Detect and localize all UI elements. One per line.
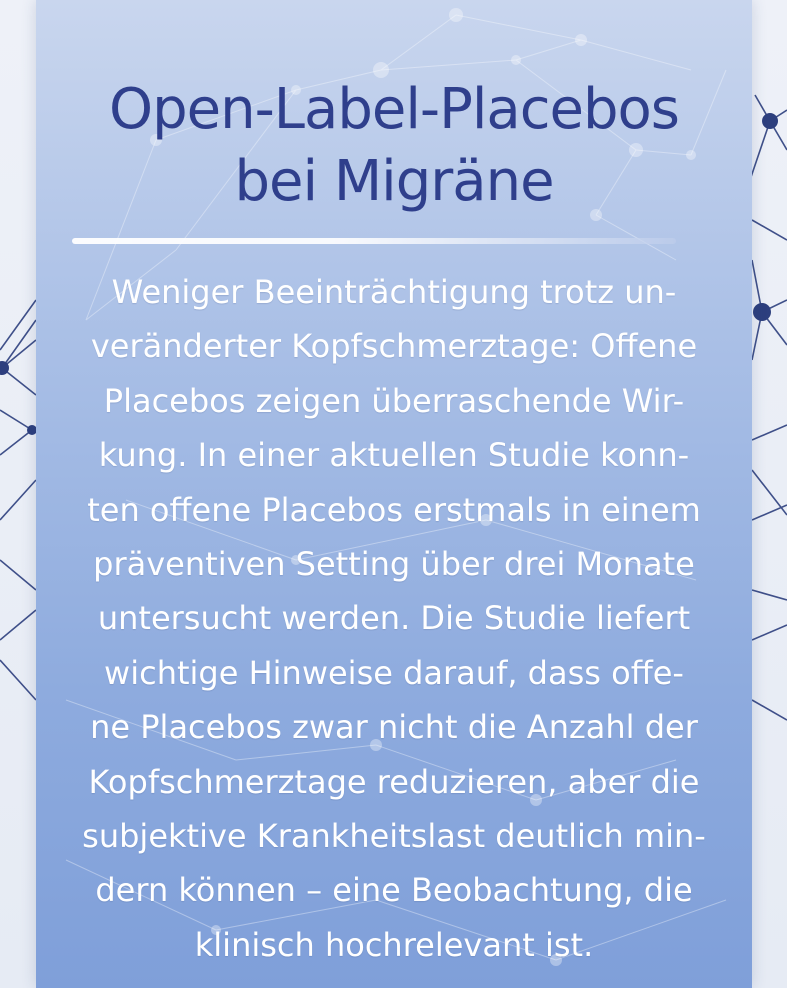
body-line: Placebos zeigen überraschende Wir-: [103, 381, 685, 420]
body-line: kung. In einer aktuellen Studie konn-: [98, 436, 690, 475]
body-line: Kopfschmerztage reduzieren, aber die: [88, 762, 700, 801]
body-line: präventiven Setting über drei Monate: [93, 545, 695, 584]
page-title: [36, 74, 752, 218]
body-line: klinisch hochrelevant ist.: [194, 925, 594, 964]
body-line: untersucht werden. Die Studie liefert: [97, 599, 691, 638]
body-paragraph: [36, 265, 752, 972]
body-line: ne Placebos zwar nicht die Anzahl der: [90, 708, 698, 747]
body-line: Weniger Beeinträchtigung trotz un-: [111, 273, 677, 311]
body-line: wichtige Hinweise darauf, dass offe-: [104, 653, 684, 692]
content-card: [36, 0, 752, 988]
title-divider: [72, 238, 676, 244]
body-line: dern können – eine Beobachtung, die: [95, 871, 693, 910]
body-line: veränderter Kopfschmerztage: Offene: [90, 327, 698, 366]
body-line: subjektive Krankheitslast deutlich min-: [82, 817, 706, 856]
title-line-2: bei Migräne: [234, 149, 554, 214]
title-line-1: Open-Label-Placebos: [109, 77, 679, 142]
body-line: ten offene Placebos erstmals in einem: [87, 490, 701, 529]
